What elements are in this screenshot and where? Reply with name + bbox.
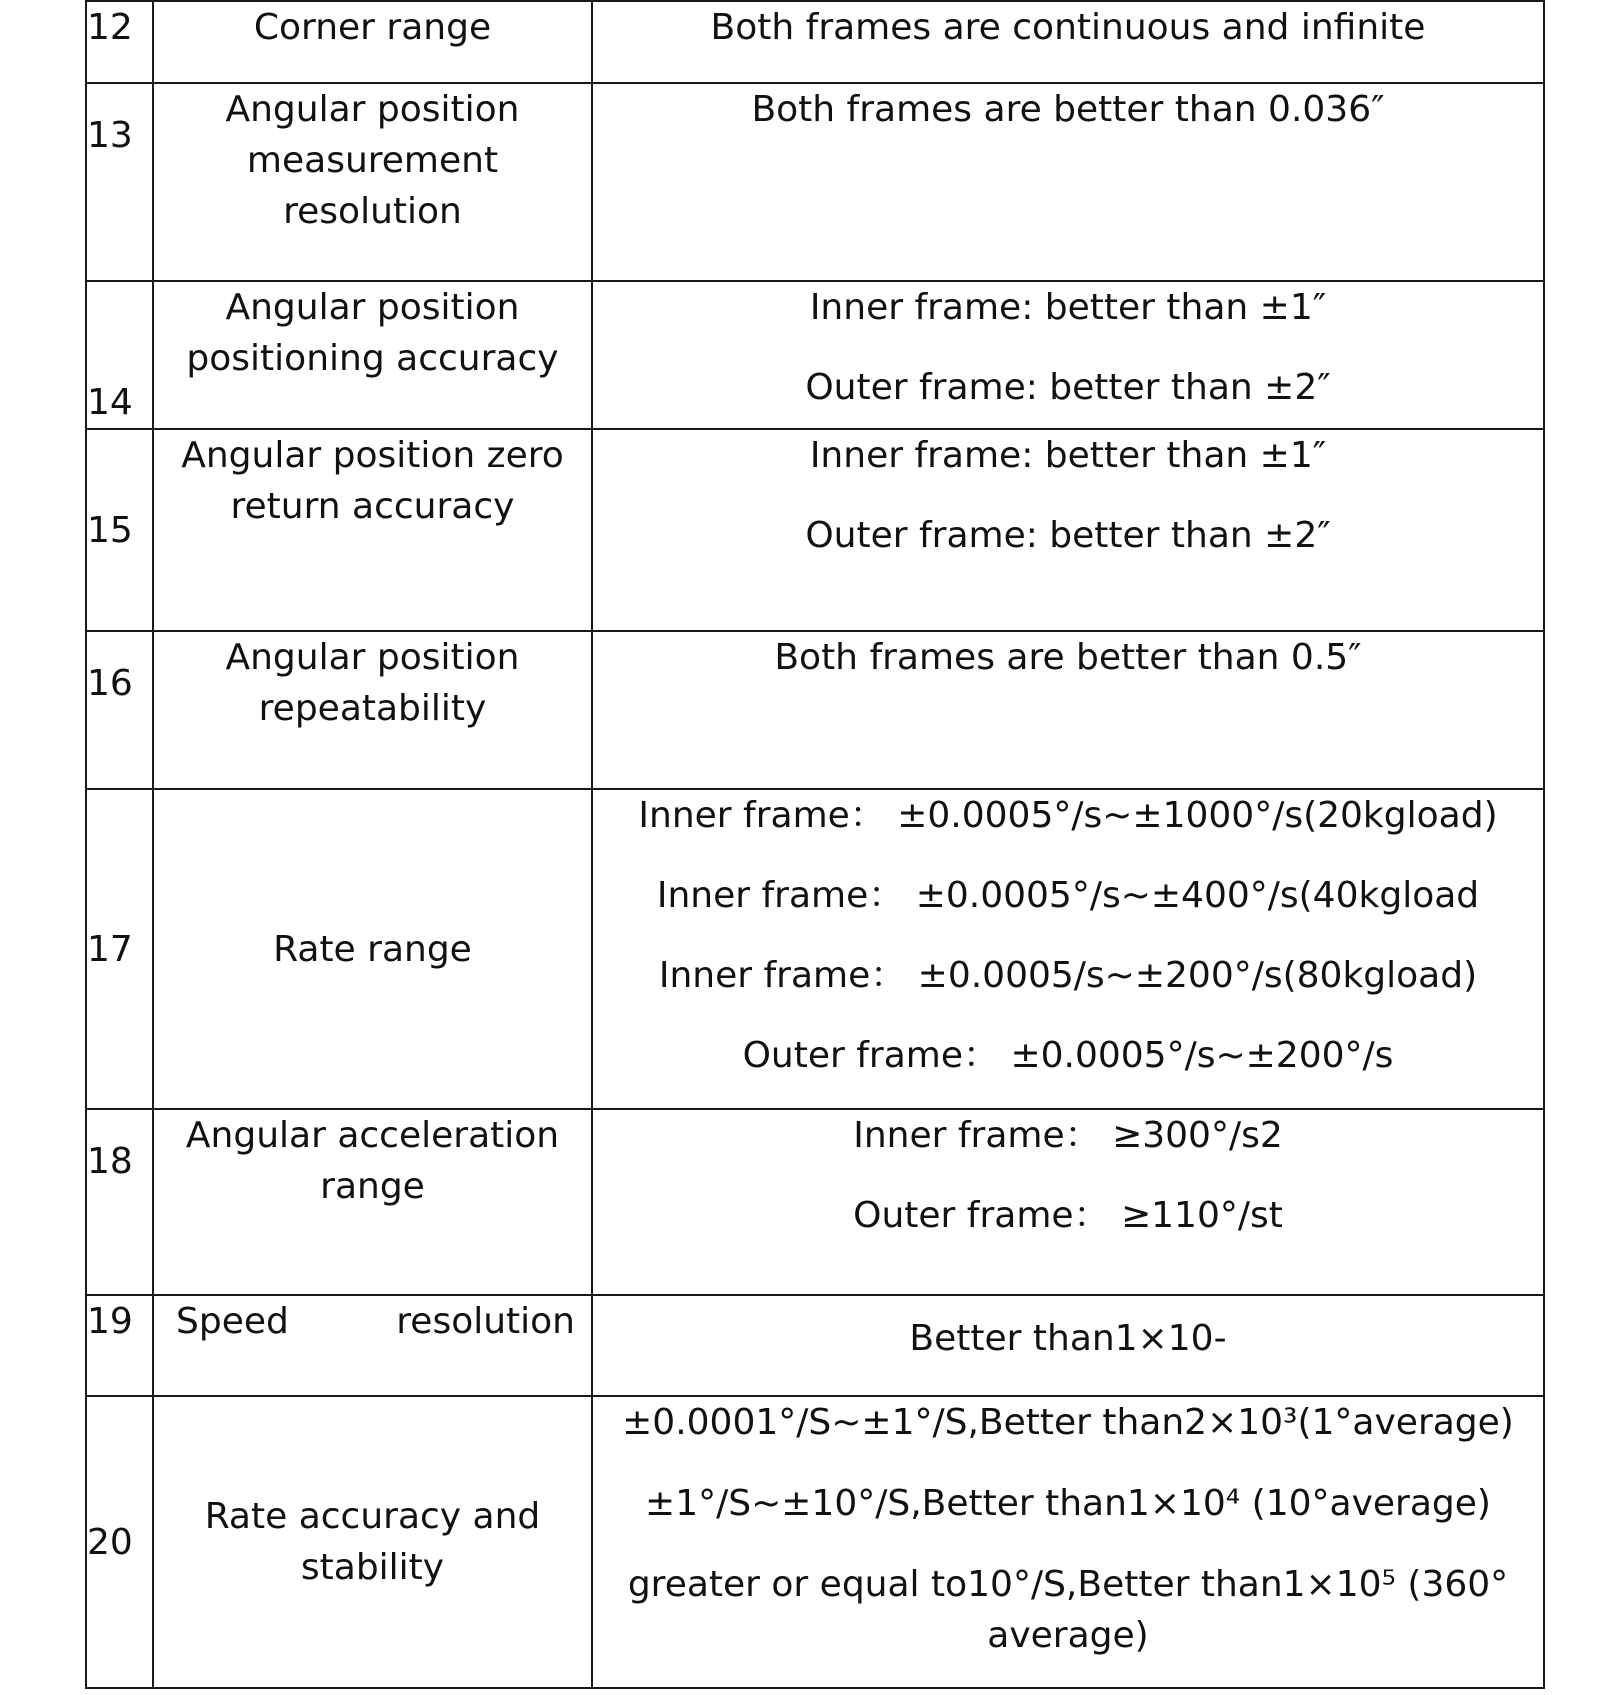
row-number: 17 [86,789,153,1109]
value-line: Better than1×10- [909,1318,1227,1359]
table-row [86,281,1544,429]
row-number: 13 [86,83,153,281]
table-row [86,429,1544,631]
table-row [86,1,1544,83]
specification-table [85,0,1545,1689]
parameter-value [592,281,1544,429]
row-number: 12 [86,1,153,83]
value-line: greater or equal to10°/S,Better than1×10⁵ (360° average) [627,1564,1509,1656]
parameter-name: Angular position zero return accuracy [153,429,592,631]
value-line: ±0.0001°/S~±1°/S,Better than2×10³(1°average) [622,1402,1514,1443]
parameter-name: Rate range [153,789,592,1109]
value-line: Outer frame: better than ±2″ [805,515,1331,556]
value-line: Outer frame： ≥110°/st [853,1195,1283,1236]
parameter-name [153,1295,592,1396]
row-number: 20 [86,1396,153,1688]
value-line: Inner frame: better than ±1″ [809,287,1327,328]
value-line: Inner frame： ≥300°/s2 [853,1115,1283,1156]
value-line: Inner frame： ±0.0005/s~±200°/s(80kgload) [658,955,1478,996]
parameter-name: Angular acceleration range [153,1109,592,1295]
value-line: Both frames are continuous and infinite [710,7,1426,48]
parameter-name-left: Speed [176,1301,289,1342]
parameter-name: Corner range [153,1,592,83]
value-line: Inner frame： ±0.0005°/s~±1000°/s(20kgload) [638,795,1498,836]
value-line: Inner frame： ±0.0005°/s~±400°/s(40kgload [656,875,1480,916]
table-row [86,789,1544,1109]
parameter-name: Angular position repeatability [153,631,592,789]
row-number: 14 [86,281,153,429]
parameter-value [592,631,1544,789]
parameter-value [592,1,1544,83]
value-line: Both frames are better than 0.036″ [751,89,1385,130]
parameter-value [592,1396,1544,1688]
value-line: Both frames are better than 0.5″ [774,637,1362,678]
table-row [86,631,1544,789]
parameter-name: Rate accuracy and stability [153,1396,592,1688]
table-row [86,1109,1544,1295]
value-line: Inner frame: better than ±1″ [809,435,1327,476]
table-row [86,1396,1544,1688]
row-number: 18 [86,1109,153,1295]
parameter-value [592,1109,1544,1295]
value-line: ±1°/S~±10°/S,Better than1×10⁴ (10°average) [645,1483,1491,1524]
parameter-value [592,1295,1544,1396]
parameter-name: Angular position measurement resolution [153,83,592,281]
row-number: 16 [86,631,153,789]
table-row [86,83,1544,281]
value-line: Outer frame: better than ±2″ [805,367,1331,408]
table-row [86,1295,1544,1396]
value-line: Outer frame： ±0.0005°/s~±200°/s [742,1035,1394,1076]
parameter-name-right: resolution [396,1301,575,1342]
row-number: 15 [86,429,153,631]
row-number: 19 [86,1295,153,1396]
parameter-value [592,429,1544,631]
parameter-value [592,83,1544,281]
parameter-name: Angular position positioning accuracy [153,281,592,429]
parameter-value [592,789,1544,1109]
